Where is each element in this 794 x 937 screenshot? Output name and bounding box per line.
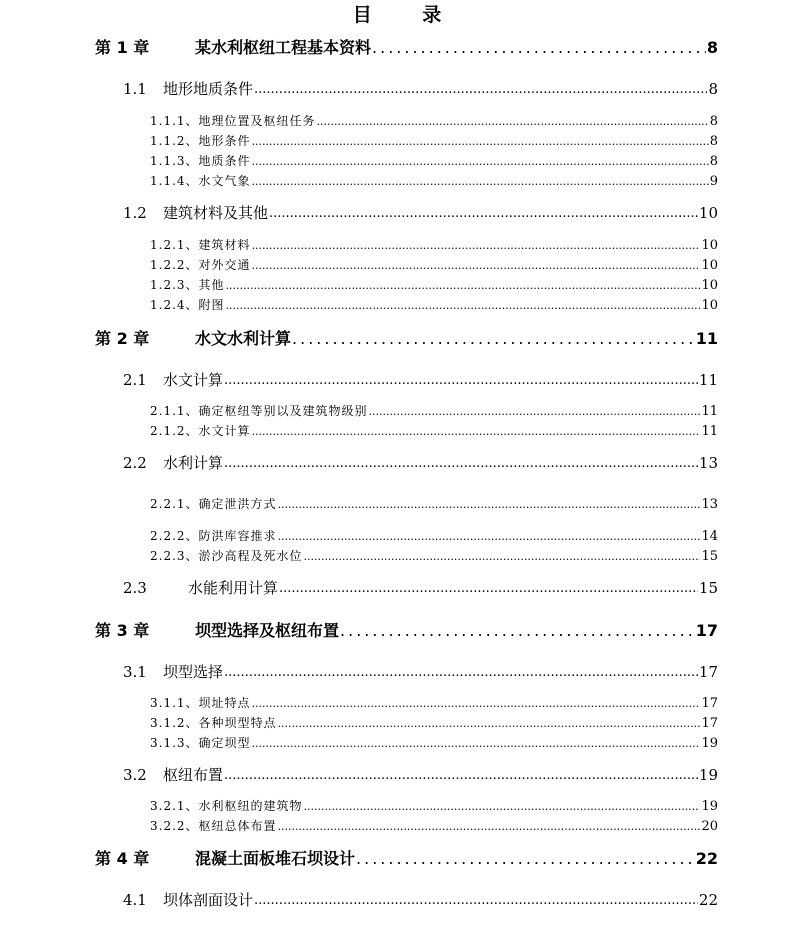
toc-entry-number: 2.2 [123,454,147,472]
toc-entry-title: 地形地质条件 [163,80,254,98]
toc-entry-page: 11 [701,404,718,419]
toc-entry-title: 坝体剖面设计 [163,891,254,909]
toc-entry-title: 水文气象 [198,174,251,188]
dot-leader [252,257,701,274]
dot-leader [372,37,706,59]
toc-entry-number: 3.1.3、 [150,736,199,750]
toc-entry-title: 水利枢纽的建筑物 [198,799,303,813]
dot-leader [269,203,698,224]
toc-entry-page: 19 [698,766,718,784]
toc-entry-page: 19 [701,736,718,751]
toc-entry-number: 1.2.3、 [150,278,199,292]
toc-entry-number: 2.3 [123,579,147,597]
toc-entry-page: 22 [695,849,718,868]
toc-entry-page: 8 [709,134,718,149]
toc-entry-page: 13 [698,454,718,472]
toc-entry-number: 2.2.3、 [150,549,199,563]
toc-subsection-entry[interactable] [150,818,718,835]
toc-entry-title: 各种坝型特点 [198,716,277,730]
dot-leader [252,695,701,712]
toc-entry-title: 对外交通 [198,258,251,272]
toc-entry-title: 水利计算 [163,454,224,472]
toc-entry-title: 确定泄洪方式 [198,497,277,511]
toc-entry-number: 1.1.1、 [150,114,199,128]
toc-entry-number: 1.2.2、 [150,258,199,272]
toc-subsection-entry[interactable] [150,153,718,170]
toc-entry-number: 第 1 章 [95,38,150,57]
toc-subsection-entry[interactable] [150,548,718,565]
toc-section-entry[interactable] [123,890,718,911]
toc-entry-page: 10 [701,278,718,293]
toc-subsection-entry[interactable] [150,297,718,314]
toc-entry-title: 枢纽布置 [163,766,224,784]
toc-entry-page: 8 [708,80,718,98]
dot-leader [254,890,698,911]
toc-entry-number: 1.2 [123,204,147,222]
toc-entry-number: 2.1.2、 [150,424,199,438]
toc-subsection-entry[interactable] [150,113,718,130]
toc-subsection-entry[interactable] [150,798,718,815]
toc-entry-title: 建筑材料及其他 [163,204,269,222]
toc-entry-number: 1.1.3、 [150,154,199,168]
toc-entry-page: 11 [701,424,718,439]
toc-entry-title: 混凝土面板堆石坝设计 [195,849,356,868]
dot-leader [226,277,701,294]
toc-entry-number: 3.1 [123,663,147,681]
toc-title: 目 录 [352,4,464,26]
dot-leader [224,765,698,786]
toc-entry-title: 其他 [198,278,225,292]
toc-chapter-entry[interactable] [95,37,718,59]
toc-entry-number: 2.2.1、 [150,497,199,511]
dot-leader [252,237,701,254]
toc-entry-number: 第 3 章 [95,621,150,640]
dot-leader [369,403,701,420]
toc-entry-title: 水能利用计算 [188,579,279,597]
dot-leader [317,113,709,130]
toc-entry-title: 地理位置及枢纽任务 [198,114,316,128]
toc-entry-title: 坝型选择 [163,663,224,681]
toc-entry-number: 3.1.2、 [150,716,199,730]
toc-subsection-entry[interactable] [150,403,718,420]
toc-entry-page: 8 [709,114,718,129]
dot-leader [292,328,695,350]
toc-entry-title: 淤沙高程及死水位 [198,549,303,563]
toc-entry-page: 17 [695,621,718,640]
toc-entry-number: 3.1.1、 [150,696,199,710]
toc-entry-page: 22 [698,891,718,909]
toc-entry-number: 2.1 [123,371,147,389]
toc-entry-title: 水文计算 [198,424,251,438]
toc-entry-number: 3.2 [123,766,147,784]
dot-leader [252,423,701,440]
toc-section-entry[interactable] [123,453,718,474]
toc-entry-number: 1.2.4、 [150,298,199,312]
toc-entry-page: 8 [706,38,718,57]
toc-subsection-entry[interactable] [150,496,718,513]
toc-entry-page: 15 [701,549,718,564]
toc-section-entry[interactable] [123,578,718,599]
toc-subsection-entry[interactable] [150,735,718,752]
toc-entry-title: 确定枢纽等别以及建筑物级别 [198,404,368,418]
dot-leader [224,453,698,474]
toc-entry-page: 17 [701,696,718,711]
dot-leader [304,548,701,565]
toc-entry-title: 地质条件 [198,154,251,168]
toc-entry-page: 10 [698,204,718,222]
toc-subsection-entry[interactable] [150,528,718,545]
toc-entry-title: 水文计算 [163,371,224,389]
toc-entry-number: 3.2.2、 [150,819,199,833]
toc-entry-page: 10 [701,238,718,253]
dot-leader [278,715,701,732]
toc-entry-page: 15 [698,579,718,597]
toc-entry-title: 坝址特点 [198,696,251,710]
toc-entry-page: 9 [709,174,718,189]
toc-entry-title: 某水利枢纽工程基本资料 [195,38,372,57]
dot-leader [278,818,701,835]
dot-leader [224,370,698,391]
toc-chapter-entry[interactable] [95,328,718,350]
toc-subsection-entry[interactable] [150,423,718,440]
toc-entry-page: 10 [701,258,718,273]
toc-section-entry[interactable] [123,203,718,224]
toc-subsection-entry[interactable] [150,173,718,190]
dot-leader [304,798,701,815]
toc-entry-page: 17 [701,716,718,731]
toc-section-entry[interactable] [123,79,718,100]
toc-subsection-entry[interactable] [150,695,718,712]
dot-leader [279,578,698,599]
toc-subsection-entry[interactable] [150,715,718,732]
toc-entry-number: 3.2.1、 [150,799,199,813]
toc-entry-page: 13 [701,497,718,512]
dot-leader [340,620,695,642]
toc-entry-page: 10 [701,298,718,313]
toc-entry-title: 坝型选择及枢纽布置 [195,621,340,640]
dot-leader [252,133,709,150]
toc-entry-number: 2.2.2、 [150,529,199,543]
toc-section-entry[interactable] [123,370,718,391]
toc-entry-number: 4.1 [123,891,147,909]
toc-entry-page: 19 [701,799,718,814]
toc-entry-number: 2.1.1、 [150,404,199,418]
toc-entry-number: 第 2 章 [95,329,150,348]
dot-leader [252,173,709,190]
toc-entry-title: 地形条件 [198,134,251,148]
toc-entry-page: 11 [698,371,718,389]
dot-leader [252,153,709,170]
toc-entry-number: 1.1.4、 [150,174,199,188]
dot-leader [254,79,707,100]
toc-subsection-entry[interactable] [150,277,718,294]
toc-entry-title: 防洪库容推求 [198,529,277,543]
toc-entry-number: 1.2.1、 [150,238,199,252]
toc-entry-page: 17 [698,663,718,681]
toc-entry-number: 1.1.2、 [150,134,199,148]
toc-entry-page: 8 [709,154,718,169]
toc-entry-title: 枢纽总体布置 [198,819,277,833]
toc-entry-page: 11 [695,329,718,348]
toc-entry-title: 水文水利计算 [195,329,292,348]
dot-leader [356,848,695,870]
toc-entry-number: 第 4 章 [95,849,150,868]
toc-entry-title: 确定坝型 [198,736,251,750]
toc-section-entry[interactable] [123,662,718,683]
toc-subsection-entry[interactable] [150,257,718,274]
toc-chapter-entry[interactable] [95,620,718,642]
dot-leader [278,496,701,513]
dot-leader [224,662,698,683]
dot-leader [278,528,701,545]
toc-subsection-entry[interactable] [150,133,718,150]
toc-entry-title: 建筑材料 [198,238,251,252]
dot-leader [252,735,701,752]
toc-entry-number: 1.1 [123,80,147,98]
toc-chapter-entry[interactable] [95,848,718,870]
toc-entry-title: 附图 [198,298,225,312]
dot-leader [226,297,701,314]
toc-entry-page: 20 [701,819,718,834]
toc-section-entry[interactable] [123,765,718,786]
toc-entry-page: 14 [701,529,718,544]
toc-subsection-entry[interactable] [150,237,718,254]
